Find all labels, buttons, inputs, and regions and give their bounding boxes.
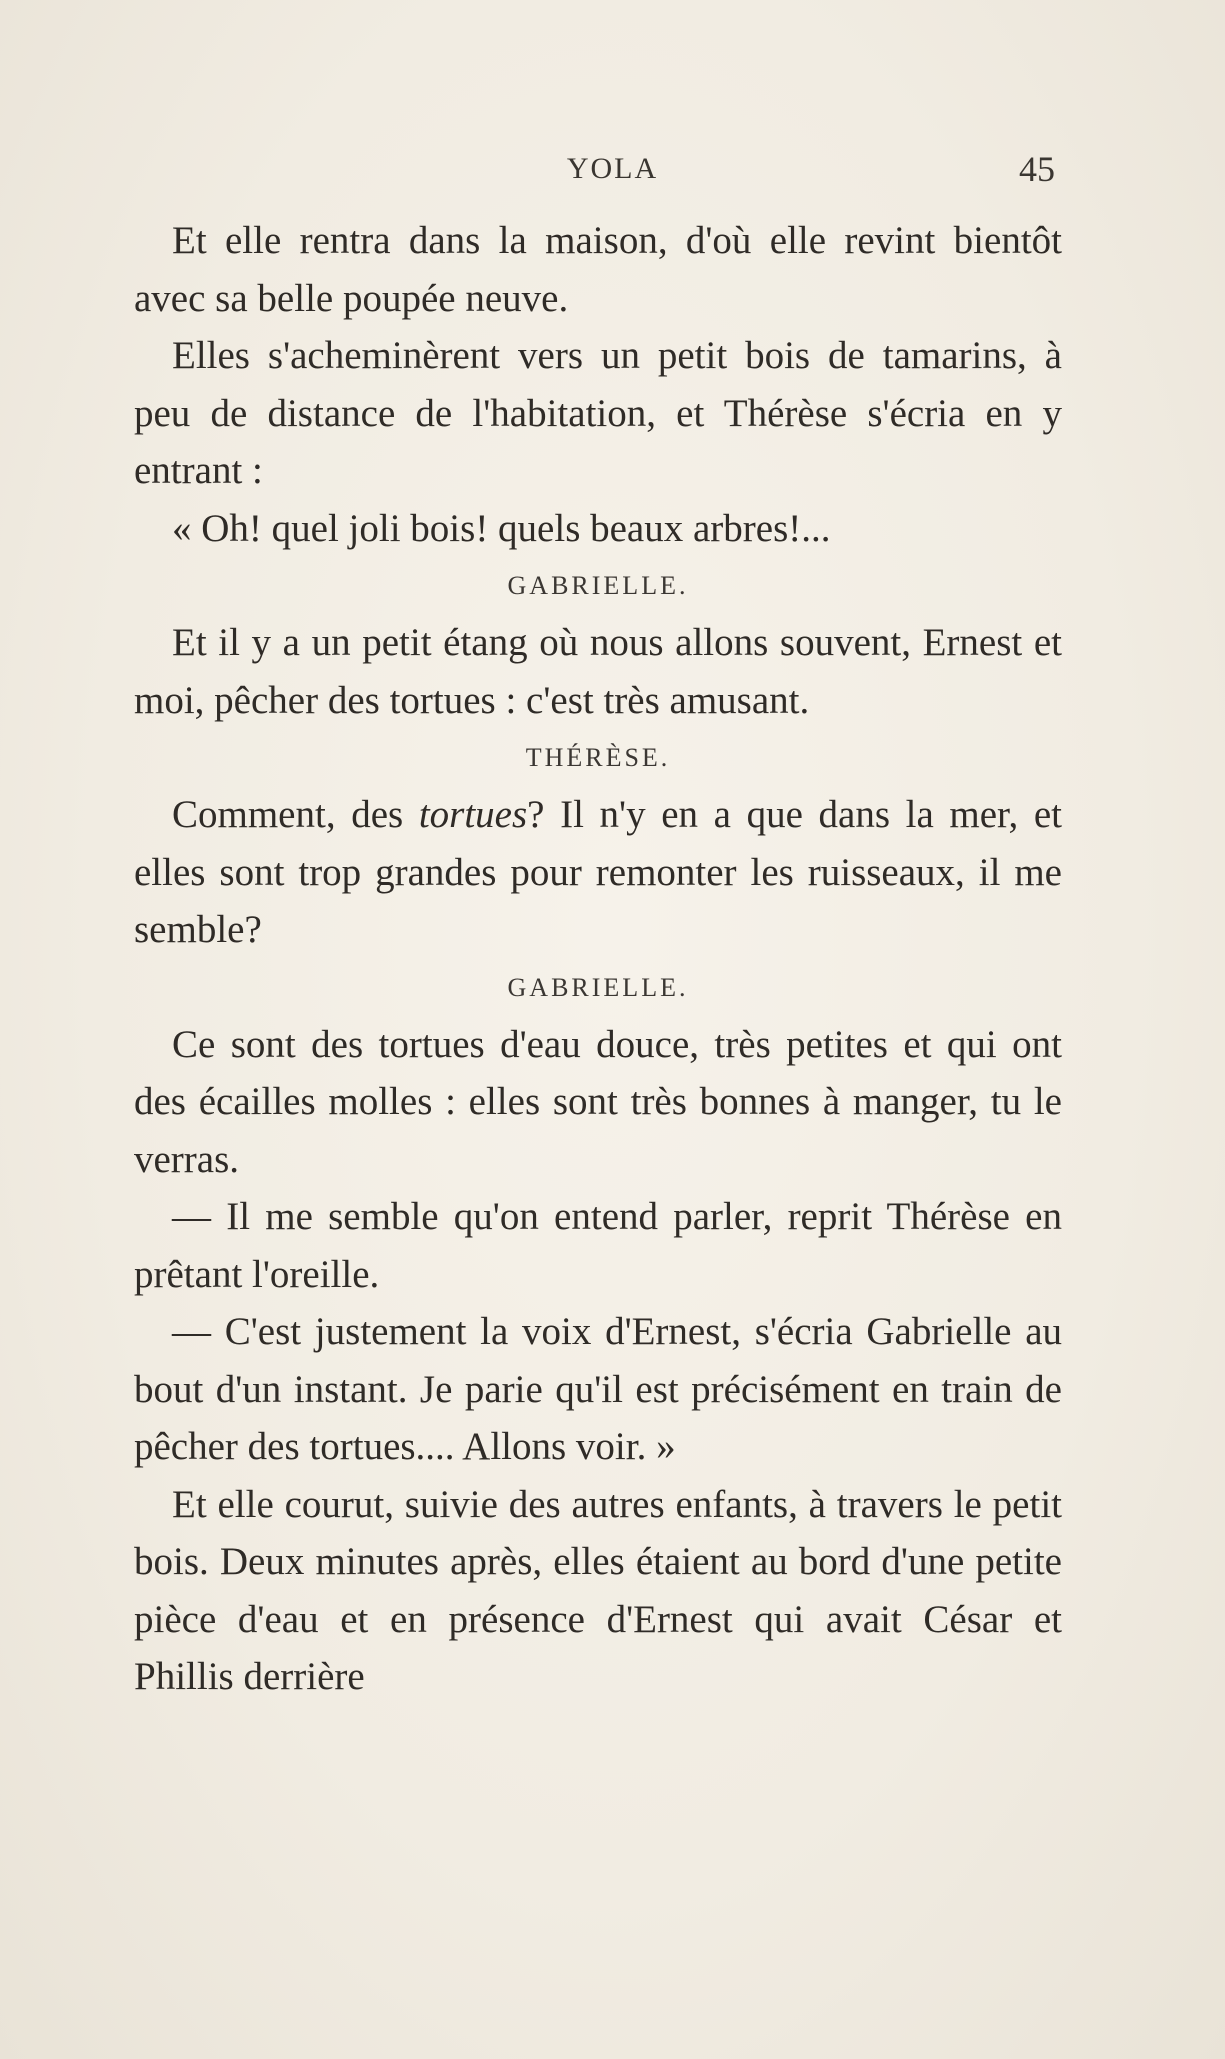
paragraph-7: — Il me semble qu'on entend parler, reprit Thérèse en prêtant l'oreille. [134, 1195, 1062, 1296]
paragraph-6: Ce sont des tortues d'eau douce, très petites et qui ont des écailles molles : elles sont très bonnes à manger, tu le verras. [134, 1022, 1062, 1181]
paragraph-5-start: Comment, des [172, 793, 419, 836]
paragraph-5 [134, 786, 1062, 959]
running-header-title: YOLA [566, 152, 659, 185]
page-number: 45 [1019, 149, 1055, 189]
paragraph-5-end: ? Il n'y en a que dans la mer, et elles sont trop grandes pour remonter les ruisseaux, il me semble? [134, 793, 1062, 951]
speaker-label-gabrielle-2: GABRIELLE. [507, 972, 689, 1002]
paragraph-5-italic: tortues [418, 793, 528, 836]
paragraph-8: — C'est justement la voix d'Ernest, s'écria Gabrielle au bout d'un instant. Je parie qu'il est précisément en train de pêcher des tortues.... Allons voir. » [134, 1310, 1062, 1468]
paragraph-9: Et elle courut, suivie des autres enfants, à travers le petit bois. Deux minutes après, elles étaient au bord d'une petite pièce d'eau et en présence d'Ernest qui avait César et Phillis derrière [134, 1482, 1062, 1698]
page-body [134, 212, 1062, 1706]
paragraph-1: Et elle rentra dans la maison, d'où elle revint bientôt avec sa belle poupée neuve. [134, 219, 1062, 320]
paragraph-2: Elles s'acheminèrent vers un petit bois de tamarins, à peu de distance de l'habitation, et Thérèse s'écria en y entrant : [134, 334, 1062, 492]
paragraph-4: Et il y a un petit étang où nous allons souvent, Ernest et moi, pêcher des tortues : c'est très amusant. [134, 621, 1062, 722]
paragraph-3: « Oh! quel joli bois! quels beaux arbres!... [172, 506, 831, 550]
speaker-label-gabrielle-1: GABRIELLE. [507, 571, 689, 600]
speaker-label-therese: THÉRÈSE. [525, 743, 671, 772]
